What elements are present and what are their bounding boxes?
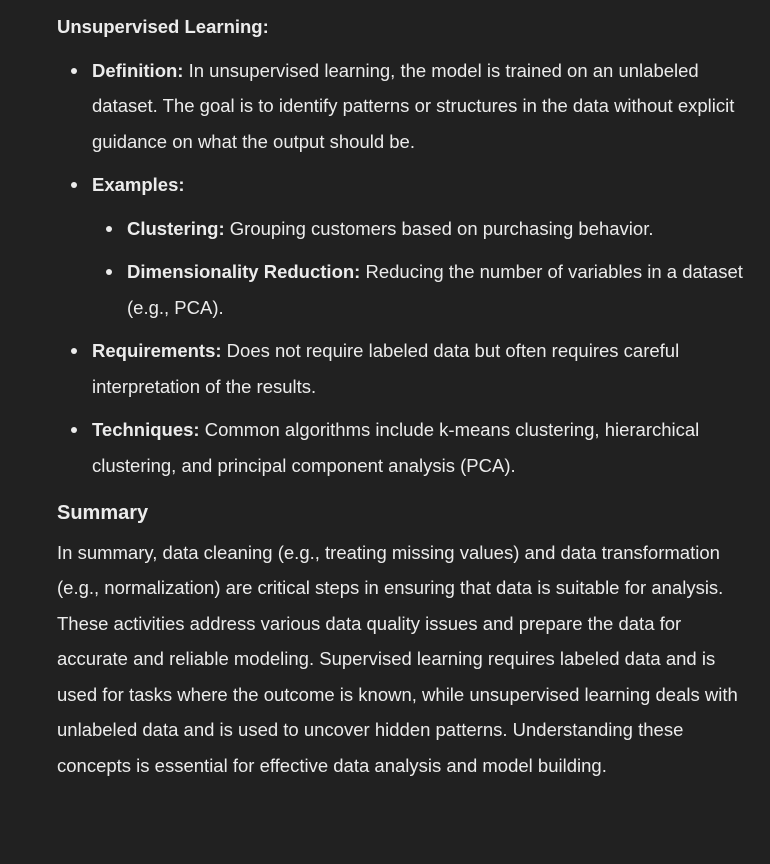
examples-label: Examples: — [92, 174, 185, 195]
requirements-label: Requirements: — [92, 340, 222, 361]
list-item-dimensionality-reduction — [92, 254, 757, 325]
dimensionality-reduction-text: Reducing the number of variables in a dataset (e.g., PCA). — [127, 261, 743, 318]
techniques-label: Techniques: — [92, 419, 200, 440]
unsupervised-list — [57, 53, 757, 484]
dimensionality-reduction-label: Dimensionality Reduction: — [127, 261, 361, 282]
message-content — [57, 9, 757, 783]
list-item-clustering — [92, 211, 757, 247]
definition-label: Definition: — [92, 59, 184, 81]
summary-heading: Summary — [57, 502, 149, 524]
list-item-requirements — [57, 333, 757, 404]
requirements-text: Does not require labeled data but often requires careful interpretation of the results. — [92, 340, 680, 397]
list-item-techniques — [57, 412, 757, 483]
definition-text: In unsupervised learning, the model is trained on an unlabeled dataset. The goal is to identify patterns or structures in the data without explicit guidance on what the output should be. — [92, 59, 735, 152]
list-item-examples — [57, 167, 757, 325]
clustering-text: Grouping customers based on purchasing behavior. — [224, 217, 654, 239]
techniques-text: Common algorithms include k-means clustering, hierarchical clustering, and principal component analysis (PCA). — [92, 419, 700, 476]
summary-paragraph: In summary, data cleaning (e.g., treating missing values) and data transformation (e.g., normalization) are critical steps in ensuring that data is suitable for analysis. These activities address various data quality issues and prepare the data for accurate and reliable modeling. Supervised learning requires labeled data and is used for tasks where the outcome is known, while unsupervised learning deals with unlabeled data and is used to uncover hidden patterns. Understanding these concepts is essential for effective data analysis and model building. — [57, 541, 738, 776]
examples-sublist — [92, 211, 757, 326]
section-heading-unsupervised: Unsupervised Learning: — [57, 16, 269, 37]
clustering-label: Clustering: — [127, 217, 225, 239]
list-item-definition — [57, 53, 757, 160]
